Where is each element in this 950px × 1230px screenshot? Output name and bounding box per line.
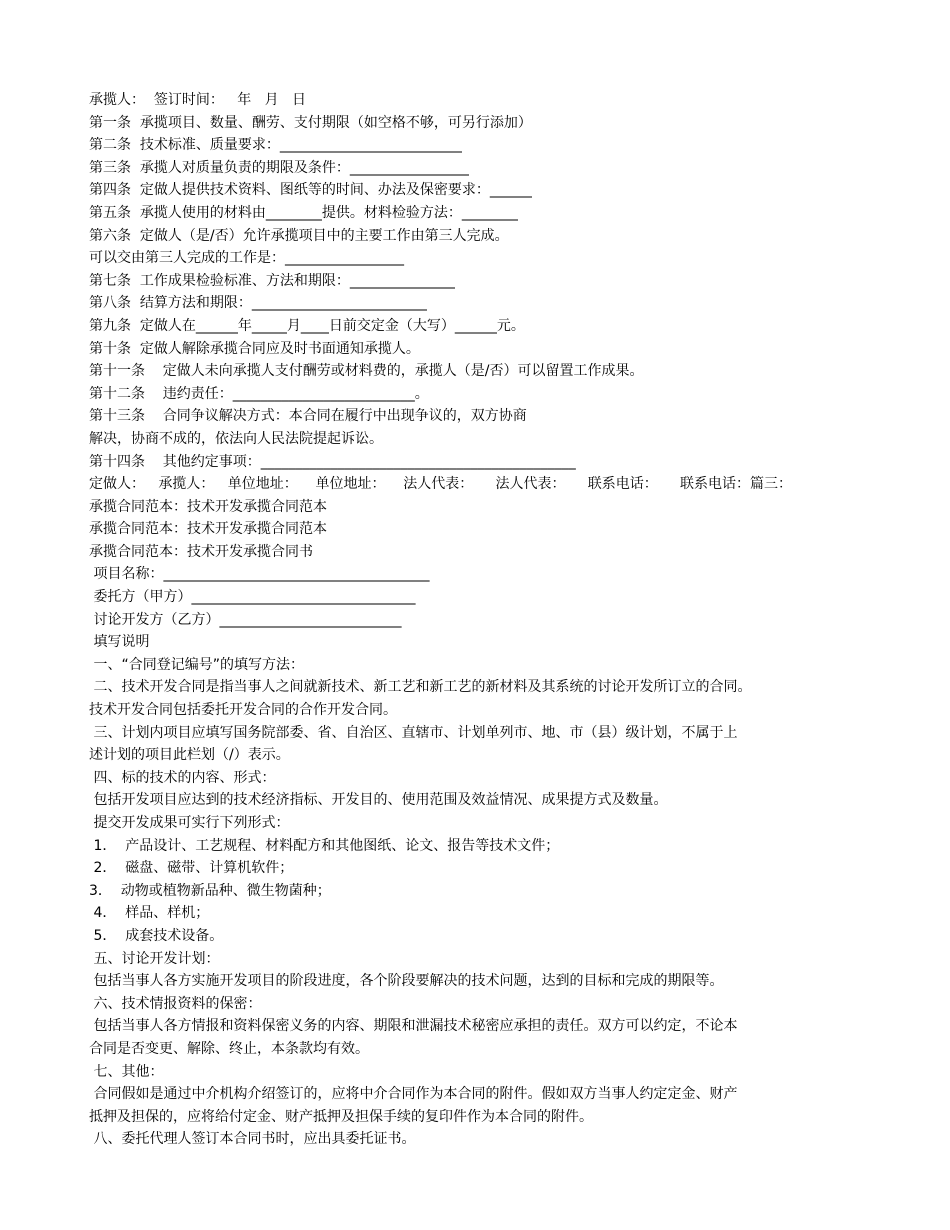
doc-line-15: 第十三条 合同争议解决方式：本合同在履行中出现争议的，双方协商 — [89, 408, 527, 425]
doc-line-7: 第六条 定做人（是/否）允许承揽项目中的主要工作由第三人完成。 — [89, 227, 509, 244]
doc-line-35: 2． 磁盘、磁带、计算机软件； — [89, 860, 294, 877]
doc-line-21: 承揽合同范本：技术开发承揽合同书 — [89, 543, 313, 560]
doc-line-18: 定做人： 承揽人： 单位地址： 单位地址： 法人代表： 法人代表： 联系电话： 联系电话：篇三： — [89, 476, 793, 493]
doc-line-40: 包括当事人各方实施开发项目的阶段进度，各个阶段要解决的技术问题，达到的目标和完成的期限等。 — [89, 973, 724, 990]
doc-line-33: 提交开发成果可实行下列形式： — [89, 815, 290, 831]
doc-line-45: 合同假如是通过中介机构介绍签订的，应将中介合同作为本合同的附件。假如双方当事人约定定金、财产 — [89, 1086, 738, 1103]
doc-line-23: 委托方（甲方）________________________________ — [89, 589, 416, 606]
doc-line-9: 第七条 工作成果检验标准、方法和期限：_______________ — [89, 272, 455, 289]
doc-line-4: 第三条 承揽人对质量负责的期限及条件：_________________ — [89, 159, 469, 176]
doc-line-22: 项目名称：______________________________________ — [89, 566, 430, 583]
doc-line-16: 解决，协商不成的，依法向人民法院提起诉讼。 — [89, 430, 383, 447]
doc-line-36: 3． 动物或植物新品种、微生物菌种； — [89, 882, 331, 899]
doc-line-44: 七、其他： — [89, 1063, 164, 1080]
doc-line-31: 四、标的技术的内容、形式： — [89, 769, 276, 786]
doc-line-2: 第一条 承揽项目、数量、酬劳、支付期限（如空格不够，可另行添加） — [89, 114, 532, 131]
doc-line-25: 填写说明 — [89, 634, 150, 651]
doc-line-46: 抵押及担保的，应将给付定金、财产抵押及担保手续的复印件作为本合同的附件。 — [89, 1108, 593, 1125]
doc-line-8: 可以交由第三人完成的工作是：_________________ — [89, 250, 404, 267]
doc-line-5: 第四条 定做人提供技术资料、图纸等的时间、办法及保密要求：______ — [89, 182, 532, 199]
doc-line-19: 承揽合同范本：技术开发承揽合同范本 — [89, 498, 327, 515]
doc-line-17: 第十四条 其他约定事项：_____________________________________________ — [89, 453, 576, 470]
doc-line-12: 第十条 定做人解除承揽合同应及时书面通知承揽人。 — [89, 340, 420, 357]
doc-line-39: 五、讨论开发计划： — [89, 950, 220, 967]
doc-line-10: 第八条 结算方法和期限：_________________________ — [89, 295, 427, 312]
doc-line-26: 一、“合同登记编号”的填写方法： — [89, 656, 304, 673]
doc-line-24: 讨论开发方（乙方）__________________________ — [89, 611, 402, 628]
doc-line-20: 承揽合同范本：技术开发承揽合同范本 — [89, 521, 327, 538]
doc-line-27: 二、技术开发合同是指当事人之间就新技术、新工艺和新工艺的新材料及其系统的讨论开发所订立的合同。 — [89, 679, 752, 696]
doc-line-38: 5． 成套技术设备。 — [89, 927, 224, 944]
doc-line-29: 三、计划内项目应填写国务院部委、省、自治区、直辖市、计划单列市、地、市（县）级计划，不属于上 — [89, 724, 738, 741]
doc-line-1: 承揽人： 签订时间： 年 月 日 — [89, 92, 306, 108]
doc-line-28: 技术开发合同包括委托开发合同的合作开发合同。 — [89, 702, 397, 719]
document-body — [89, 89, 869, 1151]
doc-line-41: 六、技术情报资料的保密： — [89, 995, 262, 1012]
doc-line-6: 第五条 承揽人使用的材料由________提供。材料检验方法：________ — [89, 204, 518, 221]
doc-line-11: 第九条 定做人在______年_____月____日前交定金（大写）______元。 — [89, 317, 525, 334]
doc-line-3: 第二条 技术标准、质量要求：__________________________ — [89, 137, 462, 154]
doc-line-34: 1． 产品设计、工艺规程、材料配方和其他图纸、论文、报告等技术文件； — [89, 837, 560, 854]
doc-line-43: 合同是否变更、解除、终止，本条款均有效。 — [89, 1040, 369, 1057]
doc-line-14: 第十二条 违约责任：__________________________。 — [89, 385, 429, 402]
doc-line-30: 述计划的项目此栏划（/）表示。 — [89, 747, 290, 764]
doc-line-13: 第十一条 定做人未向承揽人支付酬劳或材料费的，承揽人（是/否）可以留置工作成果。 — [89, 363, 644, 380]
doc-line-32: 包括开发项目应达到的技术经济指标、开发目的、使用范围及效益情况、成果提方式及数量。 — [89, 792, 668, 809]
doc-line-47: 八、委托代理人签订本合同书时，应出具委托证书。 — [89, 1131, 416, 1148]
doc-line-37: 4． 样品、样机； — [89, 905, 210, 922]
doc-line-42: 包括当事人各方情报和资料保密义务的内容、期限和泄漏技术秘密应承担的责任。双方可以约定，不论本 — [89, 1018, 738, 1035]
